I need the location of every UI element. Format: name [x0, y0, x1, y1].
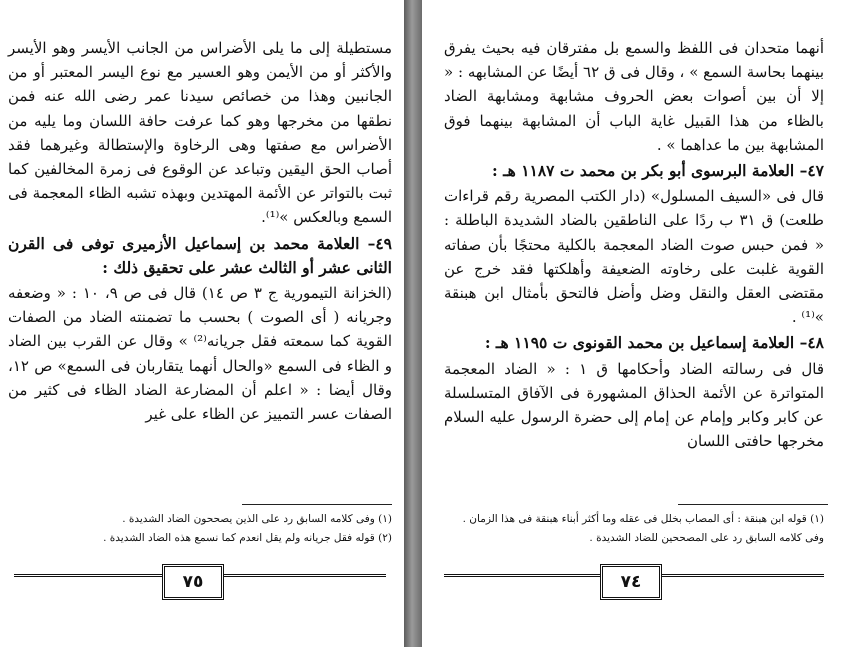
- book-gutter: [404, 0, 422, 647]
- right-paragraph-3: قال فى رسالته الضاد وأحكامها ق ١ : « الضاد المعجمة المتواترة عن الأئمة الحذاق المشهورة فى الآفاق المتسلسلة عن كابر وكابر وإمام عن إمام إلى حضرة الرسول عليه السلام مخرجها حافتى اللسان: [444, 359, 824, 451]
- right-paragraph-2: قال فى «السيف المسلول» (دار الكتب المصرية رقم قراءات طلعت) ق ٣١ ب ردًا على الناطقين بالضاد الشديدة الباطلة : « فمن حبس صوت الضاد المعجمة بالكلية محتجًا بأن صفاته القوية غلبت على رخاوته الضعيفة وأهلكتها فقد خرج عن مقتضى العقل والنقل وضل وأضل فالتحق بأمثال ابن هبنقة »⁽¹⁾ .: [444, 187, 824, 327]
- right-footnote-1: (١) قوله ابن هبنقة : أى المصاب بخلل فى عقله وما أكثر أبناء هبنقة فى هذا الزمان . وفى كلامه السابق رد على المصححين للضاد الشديدة .: [462, 513, 824, 544]
- right-page: [422, 0, 848, 647]
- right-page-body: [444, 36, 824, 453]
- right-page-number: ٧٤: [600, 564, 662, 600]
- left-page-number: ٧٥: [162, 564, 224, 600]
- left-footnote-rule: [242, 504, 392, 505]
- left-paragraph-1: مستطيلة إلى ما يلى الأضراس من الجانب الأيسر وهو الأيسر والأكثر أو من الأيمن وهو العسير مع نوع اليسر المعتبر أو من الجانبين وهذا من خصائص سيدنا عمر رضى الله عنه فمن نطقها من مخرجها وهو كما عرفت حافة اللسان وما يليه من الأضراس مع صفتها وهى الرخاوة والإستطالة وغيرهما فقد أصاب الحق اليقين وتباعد عن الوقوع فى زمرة المخالفين كما ثبت بالتواتر عن الأئمة المهتدين وبهذه تشبه الظاء المعجمة فى السمع وبالعكس »⁽¹⁾.: [8, 39, 392, 227]
- left-page-body: [8, 36, 392, 426]
- left-section-heading: ٤٩– العلامة محمد بن إسماعيل الأزميرى توفى فى القرن الثانى عشر أو الثالث عشر على تحقيق ذلك :: [8, 233, 392, 277]
- left-footnote-1: (١) وفى كلامه السابق رد على الذين يصححون الضاد الشديدة .: [122, 513, 392, 525]
- right-section-heading-47: ٤٧– العلامة البرسوى أبو بكر بن محمد ت ١١٨٧ هـ :: [491, 161, 824, 181]
- left-footnotes: [12, 510, 392, 548]
- left-page: [0, 0, 404, 647]
- right-section-heading-48: ٤٨– العلامة إسماعيل بن محمد القونوى ت ١١٩٥ هـ :: [484, 333, 824, 353]
- left-paragraph-2: (الخزانة التيمورية ج ٣ ص ١٤) قال فى ص ٩، ١٠ : « وضعفه وجريانه ( أى الصوت ) بحسب ما تضمنته الضاد من الصفات القوية كما سمعته فقل جريانه⁽²⁾ » وقال عن القرب بين الضاد و الظاء فى السمع «والحال أنهما يتقاربان فى السمع» ص ١٢، وقال أيضا : « اعلم أن المضارعة الضاد الظاء فى كثير من الصفات عسر التمييز عن الظاء على غير: [8, 284, 393, 424]
- right-paragraph-1: أنهما متحدان فى اللفظ والسمع بل مفترقان فيه بحيث يفرق بينهما بحاسة السمع » ، وقال فى ق ٦٢ أيضًا عن المشابهه : « إلا أن بين أصوات بعض الحروف مشابهة ومشابهة الضاد بالظاء من هذا القبيل غاية الباب أن المشابهة بينهما فوق المشابهة بين ما عداهما » .: [444, 39, 824, 154]
- right-footnotes: [446, 510, 824, 548]
- right-footnote-rule: [678, 504, 828, 505]
- left-footnote-2: (٢) قوله فقل جريانه ولم يقل انعدم كما نسمع هذه الضاد الشديدة .: [103, 532, 392, 544]
